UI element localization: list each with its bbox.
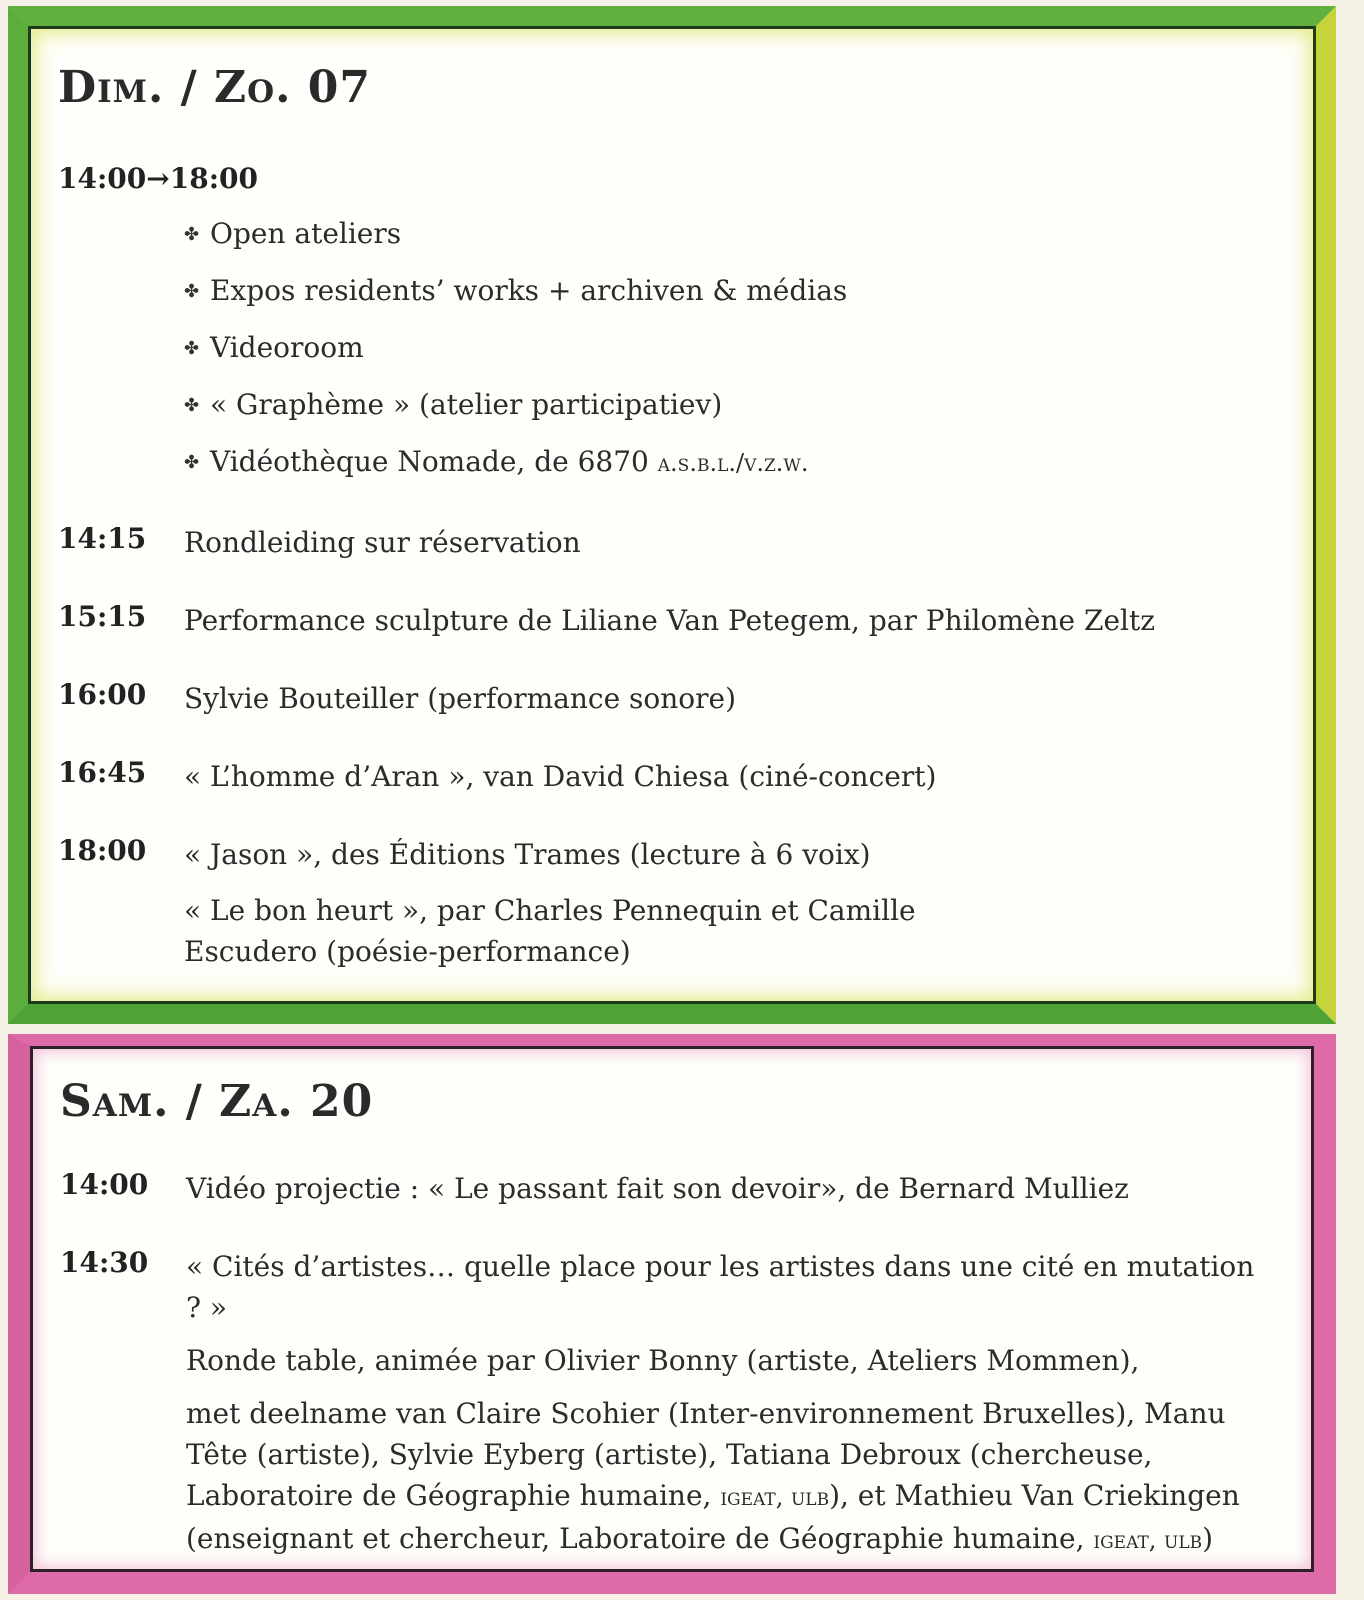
event-time: 14:00: [60, 1168, 149, 1201]
event-time: 16:00: [58, 678, 147, 711]
event-text: Vidéo projectie : « Le passant fait son devoir», de Bernard Mulliez: [186, 1172, 1129, 1205]
event-time: 15:15: [58, 600, 147, 633]
flower-bullet-icon: ✤: [184, 395, 200, 416]
event-text: « Le bon heurt », par Charles Pennequin et Camille Escudero (poésie-performance): [184, 894, 916, 968]
event-time: 14:30: [60, 1246, 149, 1279]
list-item: ✤ Videoroom: [184, 330, 1276, 387]
event-time: 14:15: [58, 522, 147, 555]
event-text: Performance sculpture de Liliane Van Petegem, par Philomène Zeltz: [184, 604, 1155, 637]
event-details: [186, 1246, 1274, 1561]
participants-text: met deelname van Claire Scohier (Inter-environnement Bruxelles), Manu Tête (artiste), Sylvie Eyberg (artiste), Tatiana Debroux (chercheuse, Laboratoire de Géographie humaine, igeat, ulb), et Mathieu Van Criekingen (enseignant et chercheur, Laboratoire de Géographie humaine, igeat, ulb): [186, 1397, 1240, 1555]
flower-bullet-icon: ✤: [184, 452, 200, 473]
event-title: « Cités d’artistes… quelle place pour les artistes dans une cité en mutation ? »: [186, 1250, 1255, 1324]
event-time: 18:00: [58, 834, 147, 867]
list-item: ✤ Expos residents’ works + archiven & médias: [184, 273, 1276, 330]
flower-bullet-icon: ✤: [184, 224, 200, 245]
event-text: « Jason », des Éditions Trames (lecture à 6 voix): [184, 838, 871, 871]
list-item: ✤ Vidéothèque Nomade, de 6870 a.s.b.l./v.z.w.: [184, 444, 1276, 501]
flower-bullet-icon: ✤: [184, 338, 200, 359]
time-range: 14:00→18:00: [58, 162, 258, 195]
flower-bullet-icon: ✤: [184, 281, 200, 302]
program-panel-saturday: [8, 1034, 1336, 1594]
list-item: ✤ « Graphème » (atelier participatiev): [184, 387, 1276, 444]
event-text: Sylvie Bouteiller (performance sonore): [184, 682, 737, 715]
list-item: ✤ Open ateliers: [184, 216, 1276, 273]
event-text: « L’homme d’Aran », van David Chiesa (ciné-concert): [184, 760, 937, 793]
day-title: Dim. / Zo. 07: [58, 62, 371, 113]
program-panel-sunday: [8, 6, 1336, 1024]
round-table-line: Ronde table, animée par Olivier Bonny (artiste, Ateliers Mommen),: [186, 1344, 1140, 1377]
event-time: 16:45: [58, 756, 147, 789]
day-title: Sam. / Za. 20: [60, 1076, 374, 1127]
activity-list: [184, 216, 1276, 501]
event-text: Rondleiding sur réservation: [184, 526, 581, 559]
